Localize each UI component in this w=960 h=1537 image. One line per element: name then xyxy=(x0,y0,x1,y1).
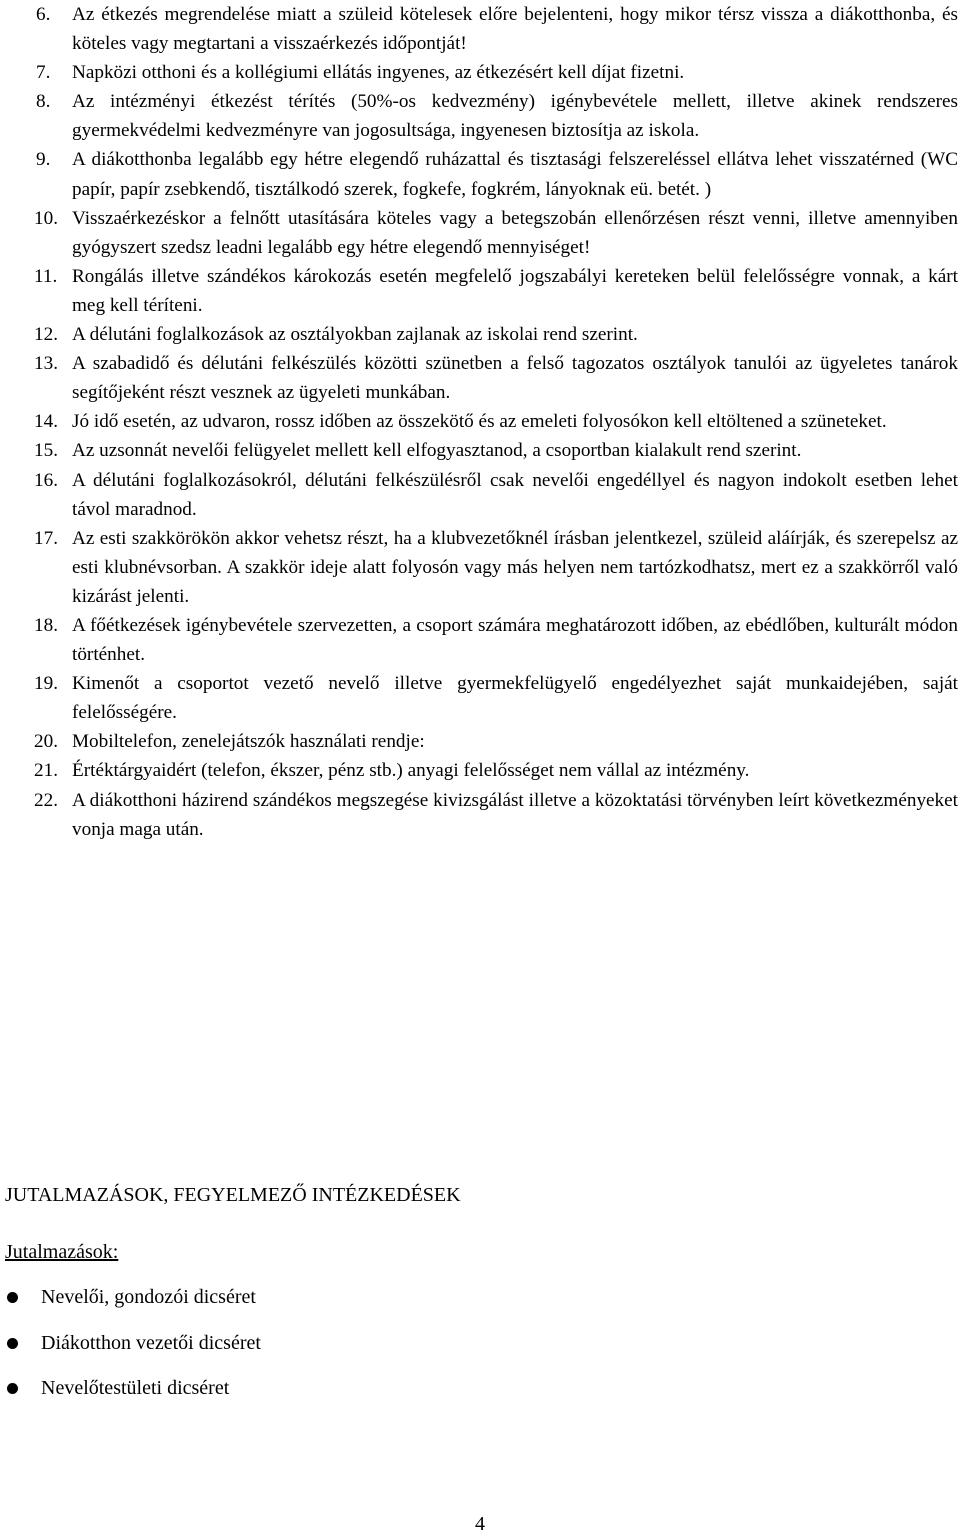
reward-text: Diákotthon vezetői dicséret xyxy=(41,1331,261,1354)
rule-number: 11. xyxy=(34,265,58,287)
rule-number: 17. xyxy=(34,527,58,549)
reward-text: Nevelői, gondozói dicséret xyxy=(41,1286,256,1308)
rule-number: 13. xyxy=(34,353,58,375)
rule-text: Az intézményi étkezést térítés (50%-os kedvezmény) igénybevétele mellett, illetve akinek rendszeres gyermekvédelmi kedvezményre van jogosultsága, ingyenesen biztosítja az iskola. xyxy=(72,91,958,142)
rule-number: 7. xyxy=(36,62,51,84)
rule-item xyxy=(0,87,958,145)
rule-number: 14. xyxy=(34,411,58,433)
rule-text: Az uzsonnát nevelői felügyelet mellett kell elfogyasztanod, a csoportban kialakult rend szerint. xyxy=(72,440,802,462)
rule-number: 21. xyxy=(34,760,58,782)
rule-item xyxy=(0,145,958,203)
rule-text: Kimenőt a csoportot vezető nevelő illetve gyermekfelügyelő engedélyezhet saját munkaidejében, saját felelősségére. xyxy=(72,673,958,724)
bullet-icon xyxy=(7,1383,18,1394)
rule-text: Az étkezés megrendelése miatt a szüleid kötelesek előre bejelenteni, hogy mikor térsz vissza a diákotthonba, és köteles vagy megtartani a visszaérkezés időpontját! xyxy=(72,4,958,55)
rule-item xyxy=(0,786,958,844)
rule-item xyxy=(0,524,958,611)
rule-text: A szabadidő és délutáni felkészülés közötti szünetben a felső tagozatos osztályok tanulói az ügyeletes tanárok segítőjeként részt vesznek az ügyeleti munkában. xyxy=(72,353,958,404)
rule-item xyxy=(0,756,958,785)
rule-item xyxy=(0,436,958,465)
rule-number: 20. xyxy=(34,731,58,753)
rule-number: 18. xyxy=(34,614,58,636)
rule-item xyxy=(0,58,958,87)
rewards-subheading: Jutalmazások: xyxy=(5,1241,119,1263)
rule-text: A délutáni foglalkozások az osztályokban zajlanak az iskolai rend szerint. xyxy=(72,324,638,346)
reward-text: Nevelőtestületi dicséret xyxy=(41,1377,230,1399)
rule-item xyxy=(0,727,958,756)
reward-item xyxy=(0,1373,261,1419)
rule-text: A főétkezések igénybevétele szervezetten, a csoport számára meghatározott időben, az ebédlőben, kulturált módon történhet. xyxy=(72,614,958,666)
rule-item xyxy=(0,0,958,58)
rule-text: A diákotthoni házirend szándékos megszegése kivizsgálást illetve a közoktatási törvényben leírt következményeket vonja maga után. xyxy=(72,789,958,840)
rule-text: Jó idő esetén, az udvaron, rossz időben az összekötő és az emeleti folyosókon kell eltöltened a szüneteket. xyxy=(72,411,887,433)
rule-item xyxy=(0,349,958,407)
reward-item xyxy=(0,1328,261,1374)
rule-item xyxy=(0,407,958,436)
rule-text: A diákotthonba legalább egy hétre elegendő ruházattal és tisztasági felszereléssel ellátva lehet visszatérned (WC papír, papír zsebkendő, tisztálkodó szerek, fogkefe, fogkrém, lányoknak eü. betét. ) xyxy=(72,149,958,200)
rule-text: Értéktárgyaidért (telefon, ékszer, pénz stb.) anyagi felelősséget nem vállal az intézmény. xyxy=(72,760,750,782)
rule-text: Mobiltelefon, zenelejátszók használati rendje: xyxy=(72,731,425,753)
rule-text: Napközi otthoni és a kollégiumi ellátás ingyenes, az étkezésért kell díjat fizetni. xyxy=(72,62,685,84)
rule-number: 19. xyxy=(34,673,58,695)
rule-number: 10. xyxy=(34,207,58,229)
page-number: 4 xyxy=(475,1513,485,1535)
rule-item xyxy=(0,611,958,669)
rule-text: Rongálás illetve szándékos károkozás esetén megfelelő jogszabályi kereteken belül felelősségre vonnak, a kárt meg kell téríteni. xyxy=(72,265,958,316)
rule-item xyxy=(0,669,958,727)
rule-number: 8. xyxy=(36,91,51,113)
rule-text: Az esti szakkörökön akkor vehetsz részt, ha a klubvezetőknél írásban jelentkezel, szüleid aláírják, és szerepelsz az esti klubnévsorban. A szakkör ideje alatt folyosón vagy más helyen nem tartózkodhatsz, mert ez a szakkörről való kizárást jelenti. xyxy=(72,527,958,607)
rule-text: A délutáni foglalkozásokról, délutáni felkészülésről csak nevelői engedéllyel és nagyon indokolt esetben lehet távol maradnod. xyxy=(72,469,958,520)
rule-number: 22. xyxy=(34,789,58,811)
rule-item xyxy=(0,466,958,524)
reward-item xyxy=(0,1282,261,1328)
rule-number: 9. xyxy=(36,149,51,171)
section-heading: JUTALMAZÁSOK, FEGYELMEZŐ INTÉZKEDÉSEK xyxy=(5,1184,461,1206)
rewards-list xyxy=(0,1282,261,1419)
rule-item xyxy=(0,204,958,262)
rule-number: 15. xyxy=(34,440,58,462)
rule-number: 12. xyxy=(34,324,58,346)
bullet-icon xyxy=(7,1292,18,1303)
rule-text: Visszaérkezéskor a felnőtt utasítására köteles vagy a betegszobán ellenőrzésen részt venni, illetve amennyiben gyógyszert szedsz leadni legalább egy hétre elegendő mennyiséget! xyxy=(72,207,958,258)
bullet-icon xyxy=(7,1338,18,1349)
rule-item xyxy=(0,320,958,349)
rule-number: 16. xyxy=(34,469,58,491)
rule-number: 6. xyxy=(36,4,51,25)
rule-item xyxy=(0,262,958,320)
